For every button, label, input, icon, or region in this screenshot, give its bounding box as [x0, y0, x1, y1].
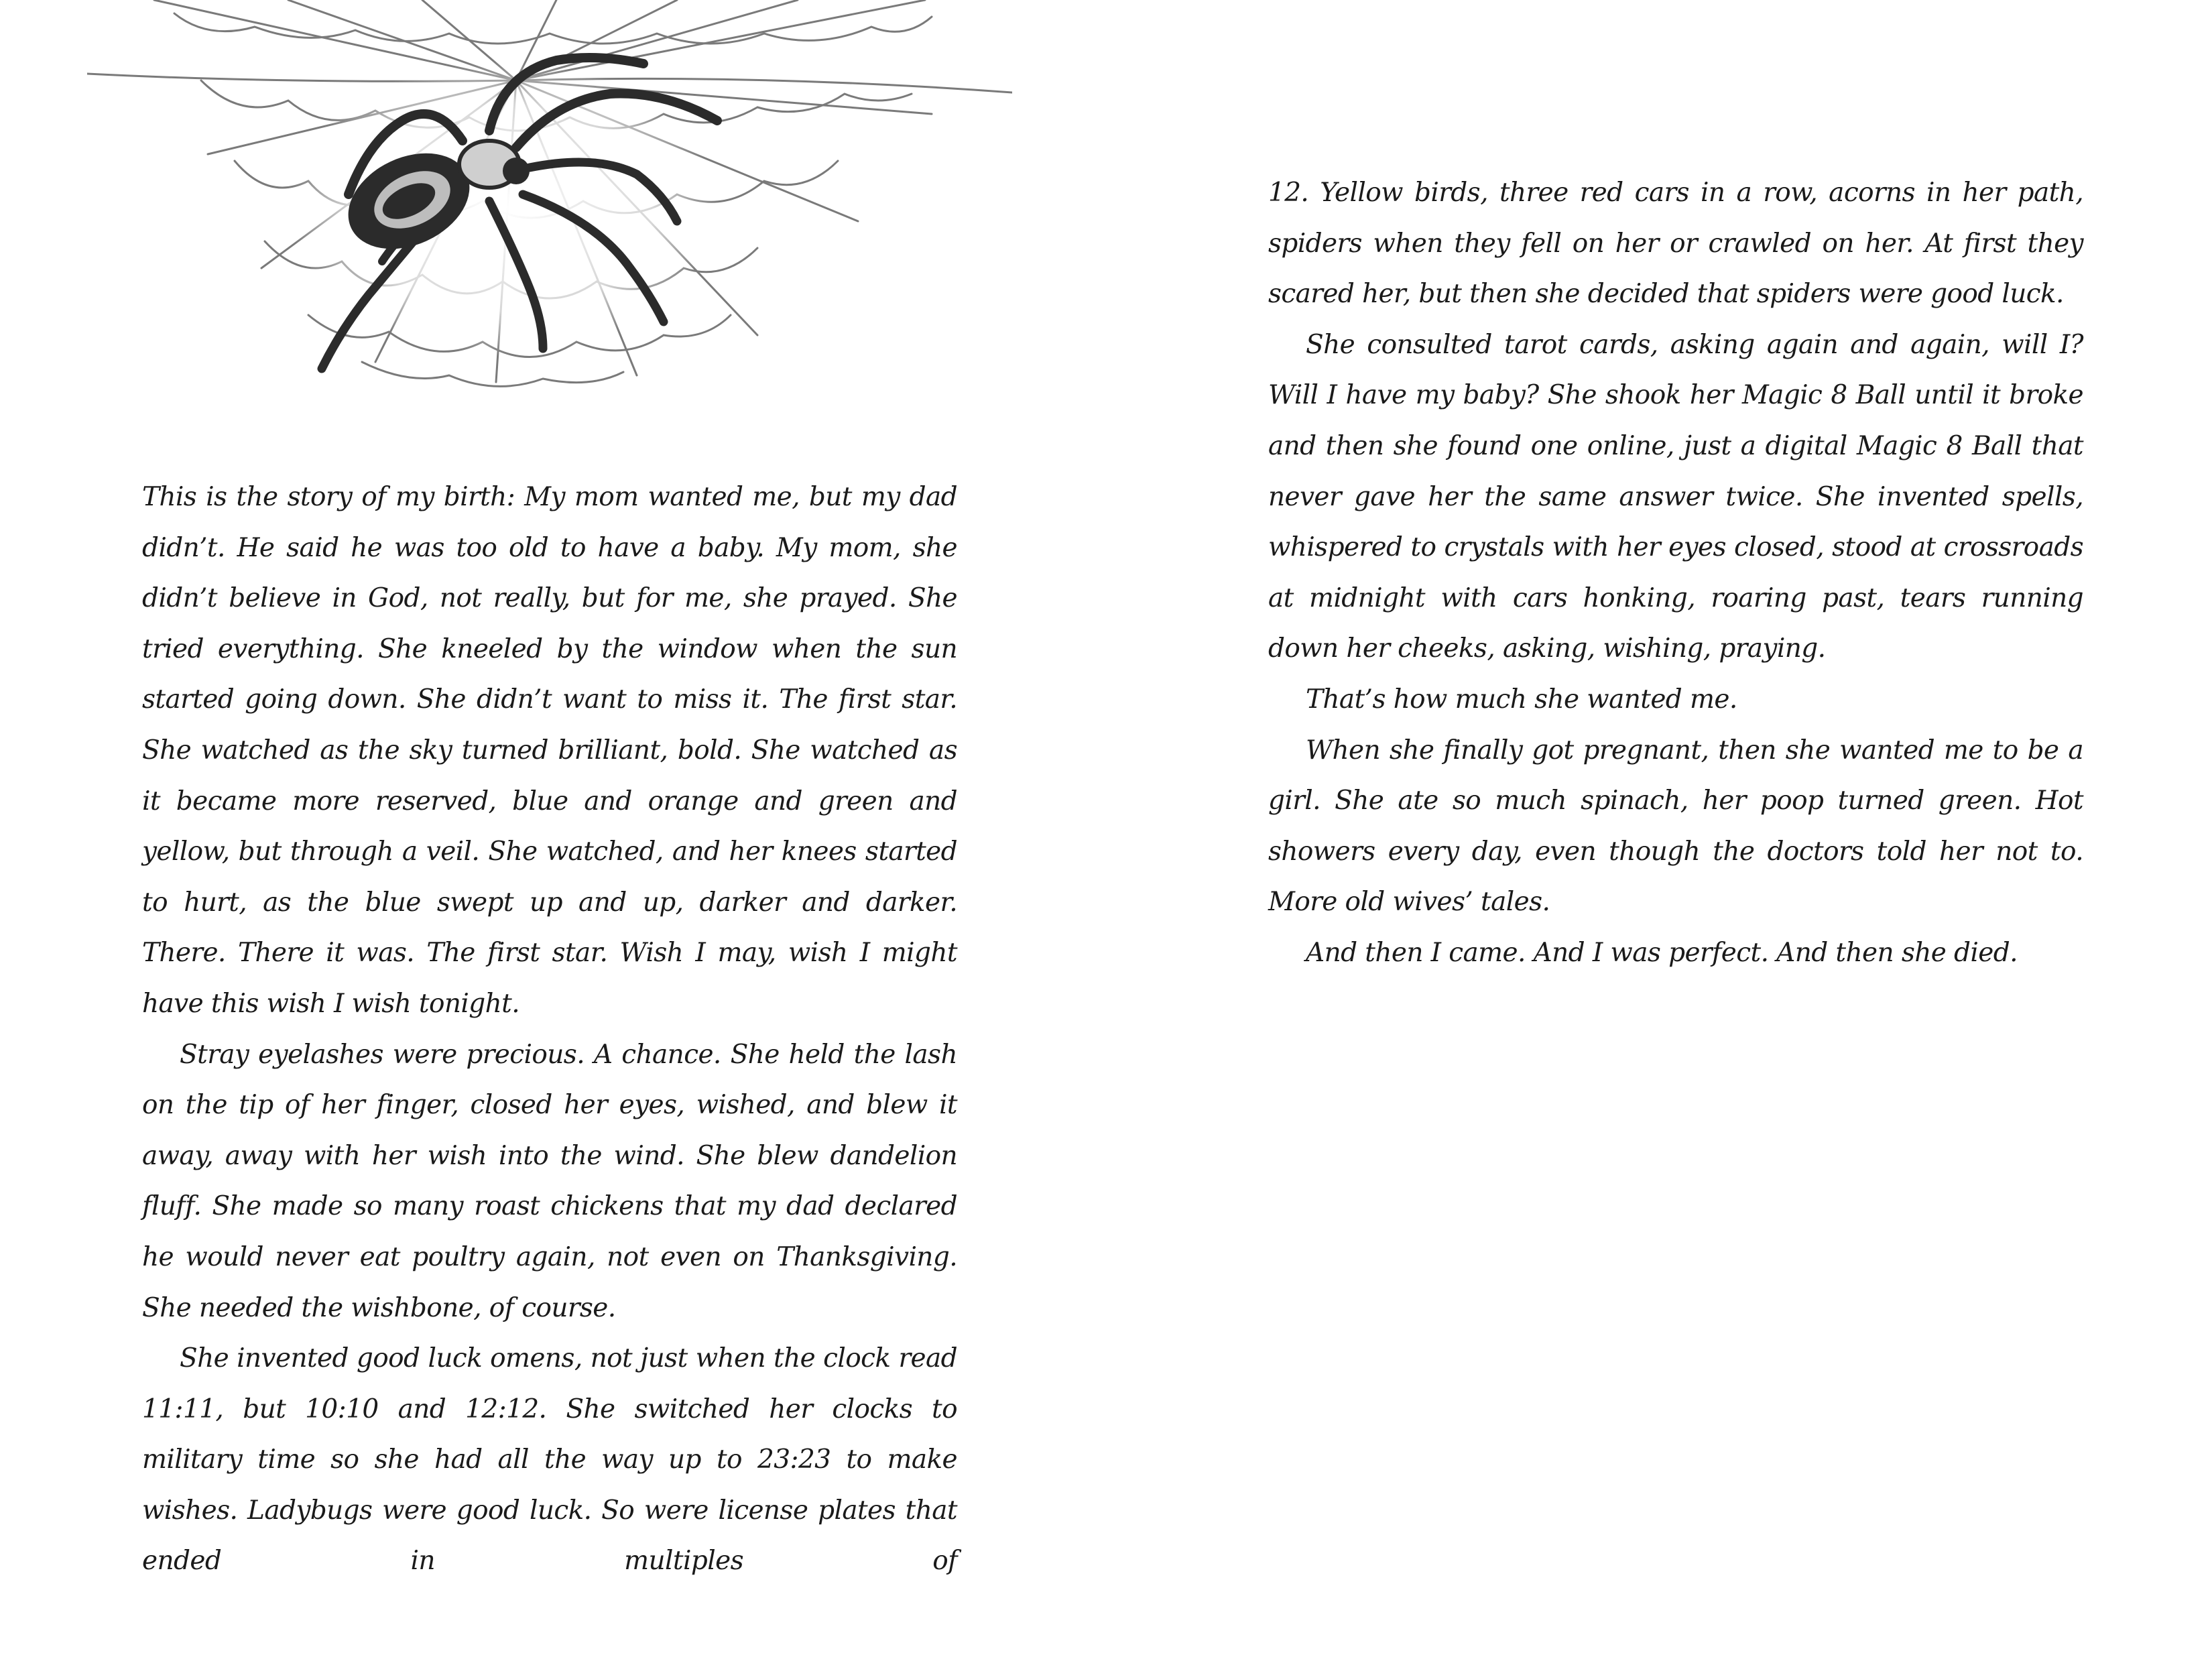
paragraph: This is the story of my birth: My mom wanted me, but my dad didn’t. He said he was too old to have a baby. My mom, she didn’t believe in God, not really, but for me, she prayed. She tried everything. She kneeled by the window when the sun started going down. She didn’t want to miss it. The first star. She watched as the sky turned brilliant, bold. She watched as it became more reserved, blue and orange and green and yellow, but through a veil. She watched, and her knees started to hurt, as the blue swept up and up, darker and darker. There. There it was. The first star. Wish I may, wish I might have this wish I wish tonight. [142, 482, 957, 1019]
paragraph: She invented good luck omens, not just when the clock read 11:11, but 10:10 and 12:12. She switched her clocks to military time so she had all the way up to 23:23 to make wishes. Ladybugs were good luck. So were license plates that ended in multiples of [142, 1343, 957, 1577]
spider-on-web-icon [87, 0, 1012, 395]
paragraph: And then I came. And I was perfect. And then she died. [1306, 937, 2018, 968]
paragraph: Stray eyelashes were precious. A chance. She held the lash on the tip of her finger, closed her eyes, wished, and blew it away, away with her wish into the wind. She blew dandelion fluff. She made so many roast chickens that my dad declared he would never eat poultry again, not even on Thanksgiving. She needed the wishbone, of course. [142, 1039, 957, 1323]
paragraph: That’s how much she wanted me. [1306, 684, 1737, 715]
right-page-text [1268, 168, 2083, 979]
paragraph: When she finally got pregnant, then she wanted me to be a girl. She ate so much spinach, her poop turned green. Hot showers every day, even though the doctors told her not to. More old wives’ tales. [1268, 735, 2083, 918]
right-page [1106, 0, 2212, 1659]
left-page-text [142, 472, 957, 1587]
paragraph: 12. Yellow birds, three red cars in a row, acorns in her path, spiders when they fell on her or crawled on her. At first they scared her, but then she decided that spiders were good luck. [1268, 178, 2083, 310]
paragraph: She consulted tarot cards, asking again and again, will I? Will I have my baby? She shook her Magic 8 Ball until it broke and then she found one online, just a digital Magic 8 Ball that never gave her the same answer twice. She invented spells, whispered to crystals with her eyes closed, stood at crossroads at midnight with cars honking, roaring past, tears running down her cheeks, asking, wishing, praying. [1268, 329, 2083, 664]
